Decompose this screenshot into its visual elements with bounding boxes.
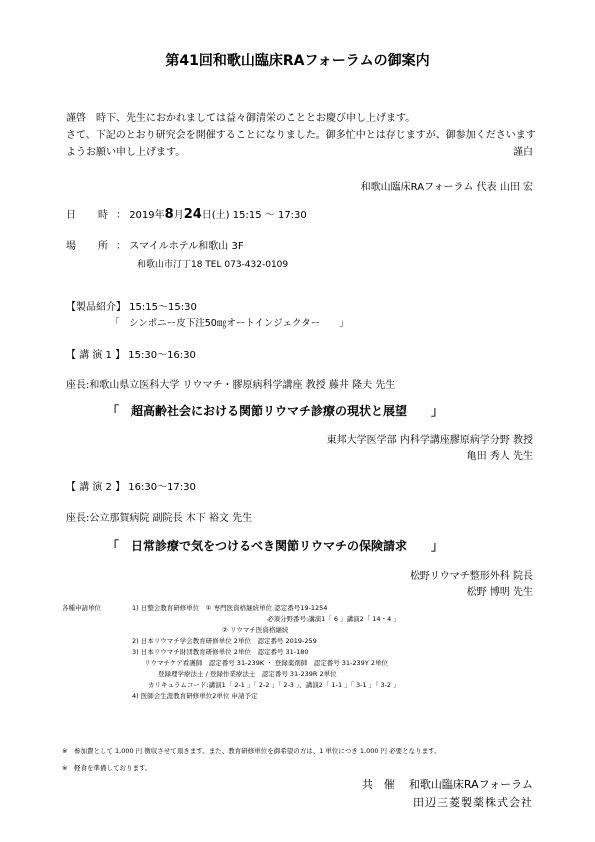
place-row	[66, 237, 244, 252]
product-title: 「 シンポニー皮下注50㎎オートインジェクター 」	[110, 318, 349, 329]
credit-item: 必須分野番号:講演1「 6 」講演2「 14・4 」	[267, 615, 400, 623]
cohost-org-2: 田辺三菱製薬株式会社	[413, 796, 533, 809]
lecture1-speaker-name: 亀田 秀人 先生	[466, 451, 533, 462]
credit-item: リウマチケア看護師 認定番号 31-239K ・ 登録薬剤師 認定番号 31-239Y 2単位	[144, 659, 388, 667]
note-meal: ※ 軽食を準備しております。	[62, 764, 152, 772]
greeting-line-2: さて、下記のとおり研究会を開催することになりました。御多忙中とは存じますが、御参加くださいます	[66, 130, 536, 141]
place-address: 和歌山市汀丁18 TEL 073-432-0109	[137, 260, 289, 270]
lecture1-title: 「 超高齢社会における関節リウマチ診療の現状と展望 」	[107, 404, 444, 418]
cohost-line-1	[362, 776, 533, 792]
date-year: 2019年	[129, 210, 165, 221]
date-time: 15:15 ～ 17:30	[232, 210, 307, 221]
date-month: 8	[164, 207, 174, 222]
date-row	[66, 206, 307, 222]
cohost-org-1: 和歌山臨床RAフォーラム	[408, 778, 533, 791]
lecture2-header: 【 講 演 2 】 16:30～17:30	[66, 482, 196, 493]
lecture2-chair: 座長:公立那賀病院 副院長 木下 裕文 先生	[66, 513, 253, 524]
greeting-closing: 謹白	[513, 147, 533, 158]
credit-item: 2) 日本リウマチ学会教育研修単位 2単位 認定番号 2019-259	[132, 637, 317, 645]
date-month-unit: 月	[173, 210, 184, 221]
organizer-line: 和歌山臨床RAフォーラム 代表 山田 宏	[360, 182, 533, 193]
lecture2-speaker-affiliation: 松野リウマチ整形外科 院長	[409, 571, 533, 582]
place-name: スマイルホテル和歌山 3F	[129, 241, 244, 252]
lecture1-chair: 座長:和歌山県立医科大学 リウマチ・膠原病科学講座 教授 藤井 隆夫 先生	[66, 380, 396, 391]
credit-item: 3) 日本リウマチ財団教育研修単位 2単位 認定番号 31-180	[132, 648, 309, 656]
credit-item: ② リウマチ医資格継続	[222, 626, 289, 634]
date-weekday: (土)	[211, 210, 230, 221]
page-title: 第41回和歌山臨床RAフォーラムの御案内	[165, 53, 430, 69]
date-colon: ：	[116, 210, 126, 221]
credit-item: 4) 医師会生涯教育研修単位2単位 申請予定	[132, 692, 258, 700]
greeting-line-3: ようお願い申し上げます。	[66, 147, 186, 158]
lecture1-header: 【 講 演 1 】 15:30～16:30	[66, 350, 196, 361]
note-fee: ※ 参加費として 1,000 円 徴収させて頂きます。また、教育研修単位を御希望の方は、1 単位につき 1,000 円 必要となります。	[62, 747, 441, 755]
date-day-unit: 日	[201, 210, 212, 221]
credit-item: 登録理学療法士 / 登録作業療法士 認定番号 31-239R 2単位	[158, 670, 337, 678]
date-day: 24	[183, 207, 202, 222]
date-label: 日 時	[66, 210, 114, 221]
credit-item: 1) 日整会教育研修単位 ① 専門医資格継続単位 認定番号19-1254	[132, 604, 328, 612]
credit-item: カリキュラムコード:講演1「 2-1 」「 2-2 」「 2-3 」、講演2「 1-1 」「 3-1 」「 3-2 」	[148, 681, 400, 689]
place-label: 場 所	[66, 241, 114, 252]
lecture1-speaker-affiliation: 東邦大学医学部 内科学講座膠原病学分野 教授	[326, 435, 533, 446]
place-colon: ：	[116, 241, 126, 252]
lecture2-title: 「 日常診療で気をつけるべき関節リウマチの保険請求 」	[107, 539, 444, 553]
greeting-line-1: 謹啓 時下、先生におかれましては益々御清栄のこととお慶び申し上げます。	[66, 113, 416, 124]
credits-label: 各種申請単位	[62, 604, 101, 612]
cohost-label: 共 催	[361, 778, 395, 791]
product-header: 【製品紹介】 15:15～15:30	[66, 302, 197, 313]
lecture2-speaker-name: 松野 博明 先生	[466, 587, 533, 598]
